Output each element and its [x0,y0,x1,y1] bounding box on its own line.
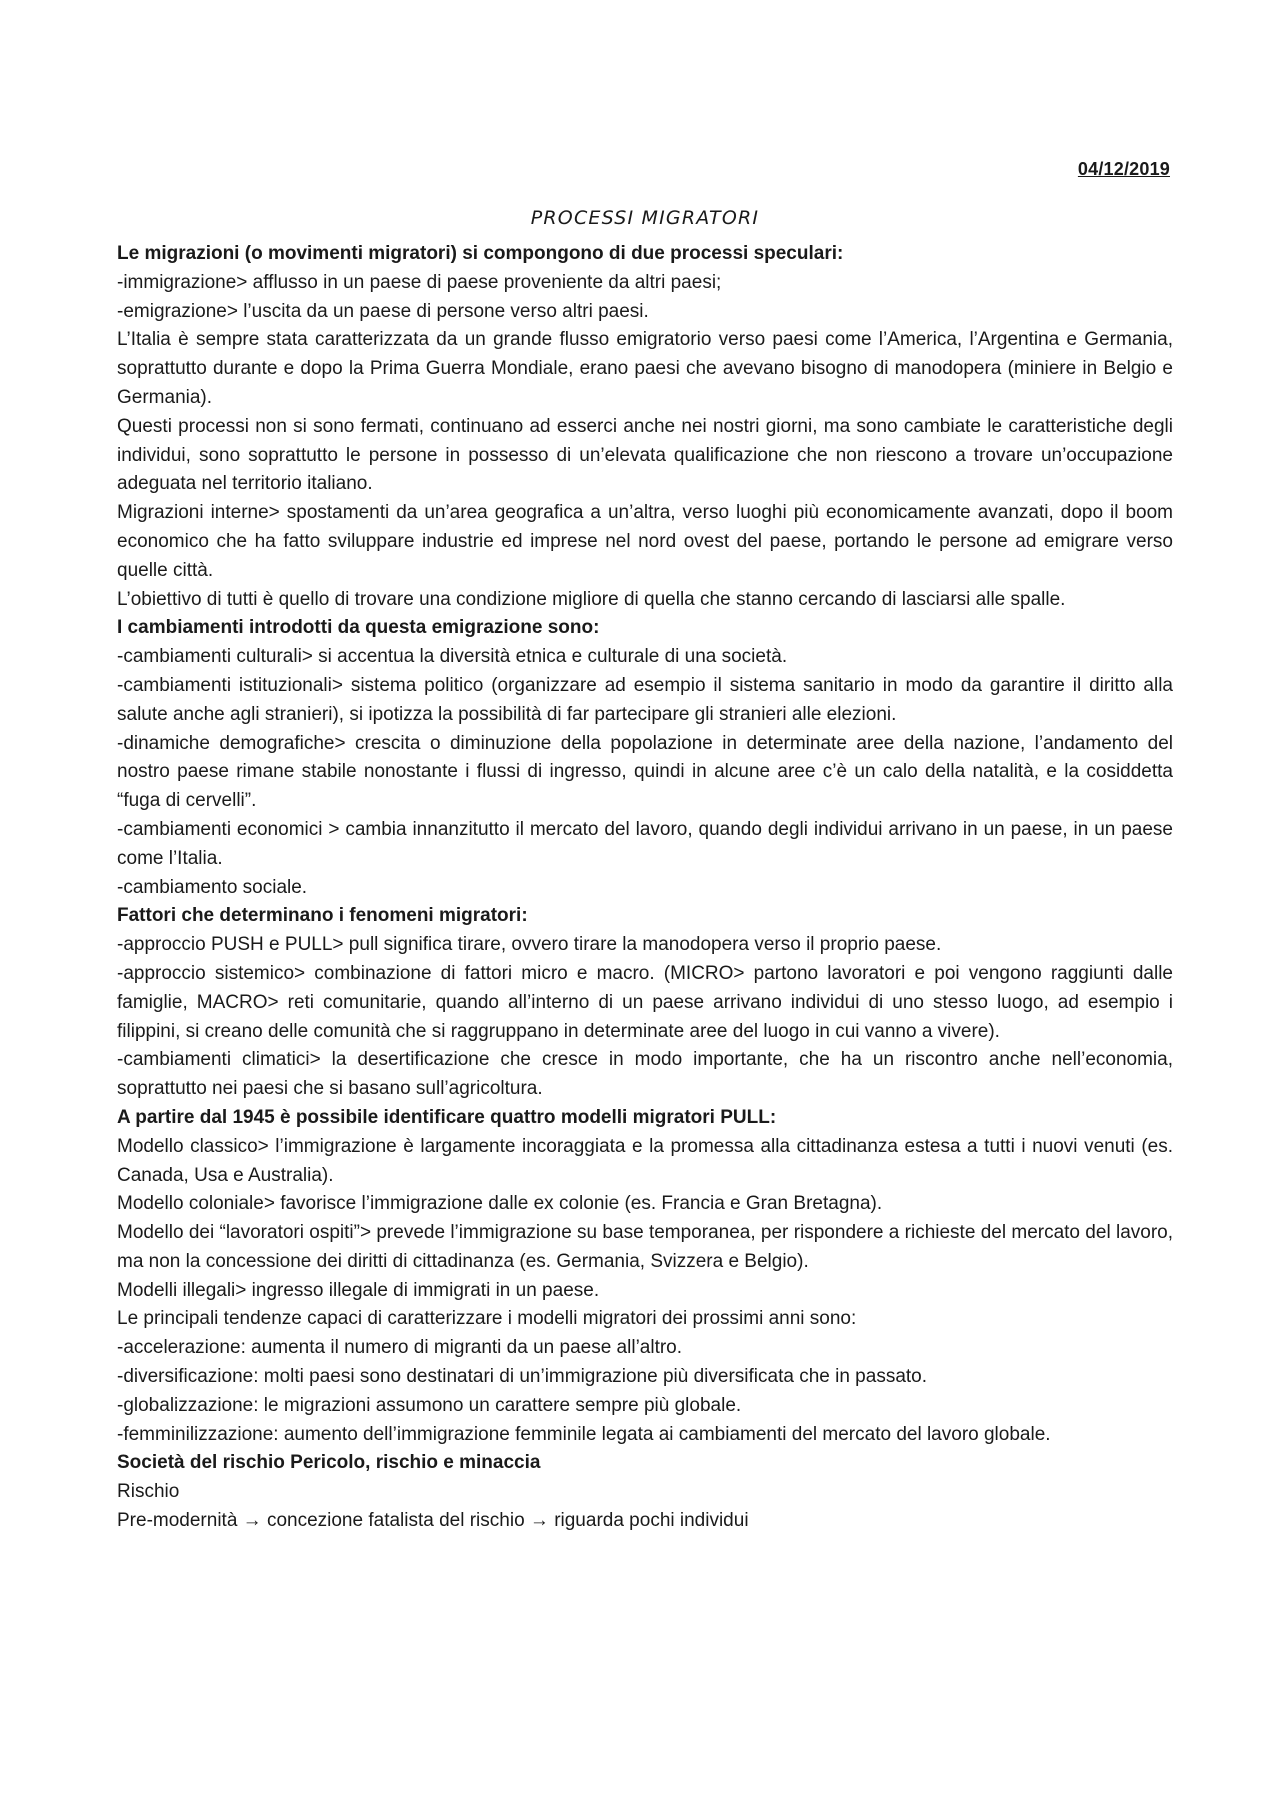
section-heading: Società del rischio Pericolo, rischio e minaccia [117,1452,541,1474]
text-line: -approccio PUSH e PULL> pull significa tirare, ovvero tirare la manodopera verso il proprio paese. [117,934,942,956]
text-line: -emigrazione> l’uscita da un paese di persone verso altri paesi. [117,300,649,322]
text-paragraph: Modello classico> l’immigrazione è largamente incoraggiata e la promessa alla cittadinanza estesa a tutti i nuovi venuti (es. Canada, Usa e Australia). [117,1135,1173,1186]
text-paragraph: -femminilizzazione: aumento dell’immigrazione femminile legata ai cambiamenti del mercato del lavoro globale. [117,1423,1051,1445]
text-line: Modello coloniale> favorisce l’immigrazione dalle ex colonie (es. Francia e Gran Bretagna). [117,1193,883,1215]
document-title: PROCESSI MIGRATORI [530,207,760,229]
text-line: -cambiamenti culturali> si accentua la diversità etnica e culturale di una società. [117,646,788,668]
text-paragraph: -dinamiche demografiche> crescita o diminuzione della popolazione in determinate aree della nazione, l’andamento del nostro paese rimane stabile nonostante i flussi di ingresso, quindi in alcune aree c’è un calo della natalità, e la cosiddetta “fuga di cervelli”. [117,732,1173,812]
text-paragraph: Questi processi non si sono fermati, continuano ad esserci anche nei nostri giorni, ma sono cambiate le caratteristiche degli individui, sono soprattutto le persone in possesso di un’elevata qualificazione che non riescono a trovare un’occupazione adeguata nel territorio italiano. [117,415,1173,495]
document-body [117,240,1173,1536]
text-line: -accelerazione: aumenta il numero di migranti da un paese all’altro. [117,1337,683,1359]
text-line: Modelli illegali> ingresso illegale di immigrati in un paese. [117,1279,600,1301]
text-line: -diversificazione: molti paesi sono destinatari di un’immigrazione più diversificata che in passato. [117,1366,928,1388]
text-line: Le principali tendenze capaci di caratterizzare i modelli migratori dei prossimi anni sono: [117,1308,857,1330]
section-heading: A partire dal 1945 è possibile identificare quattro modelli migratori PULL: [117,1106,777,1128]
document-page [117,0,1173,1811]
text-paragraph: L’obiettivo di tutti è quello di trovare una condizione migliore di quella che stanno cercando di lasciarsi alle spalle. [117,588,1066,610]
text-paragraph: -cambiamenti climatici> la desertificazione che cresce in modo importante, che ha un riscontro anche nell’economia, soprattutto nei paesi che si basano sull’agricoltura. [117,1049,1173,1100]
text-line: -cambiamento sociale. [117,876,308,898]
section-heading: I cambiamenti introdotti da questa emigrazione sono: [117,617,600,639]
text-paragraph: -cambiamenti istituzionali> sistema politico (organizzare ad esempio il sistema sanitario in modo da garantire il diritto alla salute anche agli stranieri), si ipotizza la possibilità di far partecipare gli stranieri alle elezioni. [117,674,1173,725]
text-paragraph: Modello dei “lavoratori ospiti”> prevede l’immigrazione su base temporanea, per rispondere a richieste del mercato del lavoro, ma non la concessione dei diritti di cittadinanza (es. Germania, Svizzera e Belgio). [117,1222,1173,1272]
text-paragraph: Migrazioni interne> spostamenti da un’area geografica a un’altra, verso luoghi più economicamente avanzati, dopo il boom economico che ha fatto sviluppare industrie ed imprese nel nord ovest del paese, portando le persone ad emigrare verso quelle città. [117,502,1173,581]
text-line: Pre-modernità → concezione fatalista del rischio → riguarda pochi individui [117,1510,749,1532]
document-date: 04/12/2019 [1077,159,1170,179]
text-line: Rischio [117,1481,180,1503]
section-heading: Fattori che determinano i fenomeni migratori: [117,905,528,927]
text-paragraph: L’Italia è sempre stata caratterizzata da un grande flusso emigratorio verso paesi come l’America, l’Argentina e Germania, soprattutto durante e dopo la Prima Guerra Mondiale, erano paesi che avevano bisogno di manodopera (miniere in Belgio e Germania). [117,329,1173,408]
text-line: -globalizzazione: le migrazioni assumono un carattere sempre più globale. [117,1394,742,1416]
text-line: -immigrazione> afflusso in un paese di paese proveniente da altri paesi; [117,271,722,293]
text-paragraph: -approccio sistemico> combinazione di fattori micro e macro. (MICRO> partono lavoratori e poi vengono raggiunti dalle famiglie, MACRO> reti comunitarie, quando all’interno di un paese arrivano individui di uno stesso luogo, ad esempio i filippini, si creano delle comunità che si raggruppano in determinate aree del luogo in cui vanno a vivere). [117,962,1173,1042]
text-paragraph: -cambiamenti economici > cambia innanzitutto il mercato del lavoro, quando degli individui arrivano in un paese, in un paese come l’Italia. [117,818,1173,869]
section-heading: Le migrazioni (o movimenti migratori) si compongono di due processi speculari: [117,243,844,264]
